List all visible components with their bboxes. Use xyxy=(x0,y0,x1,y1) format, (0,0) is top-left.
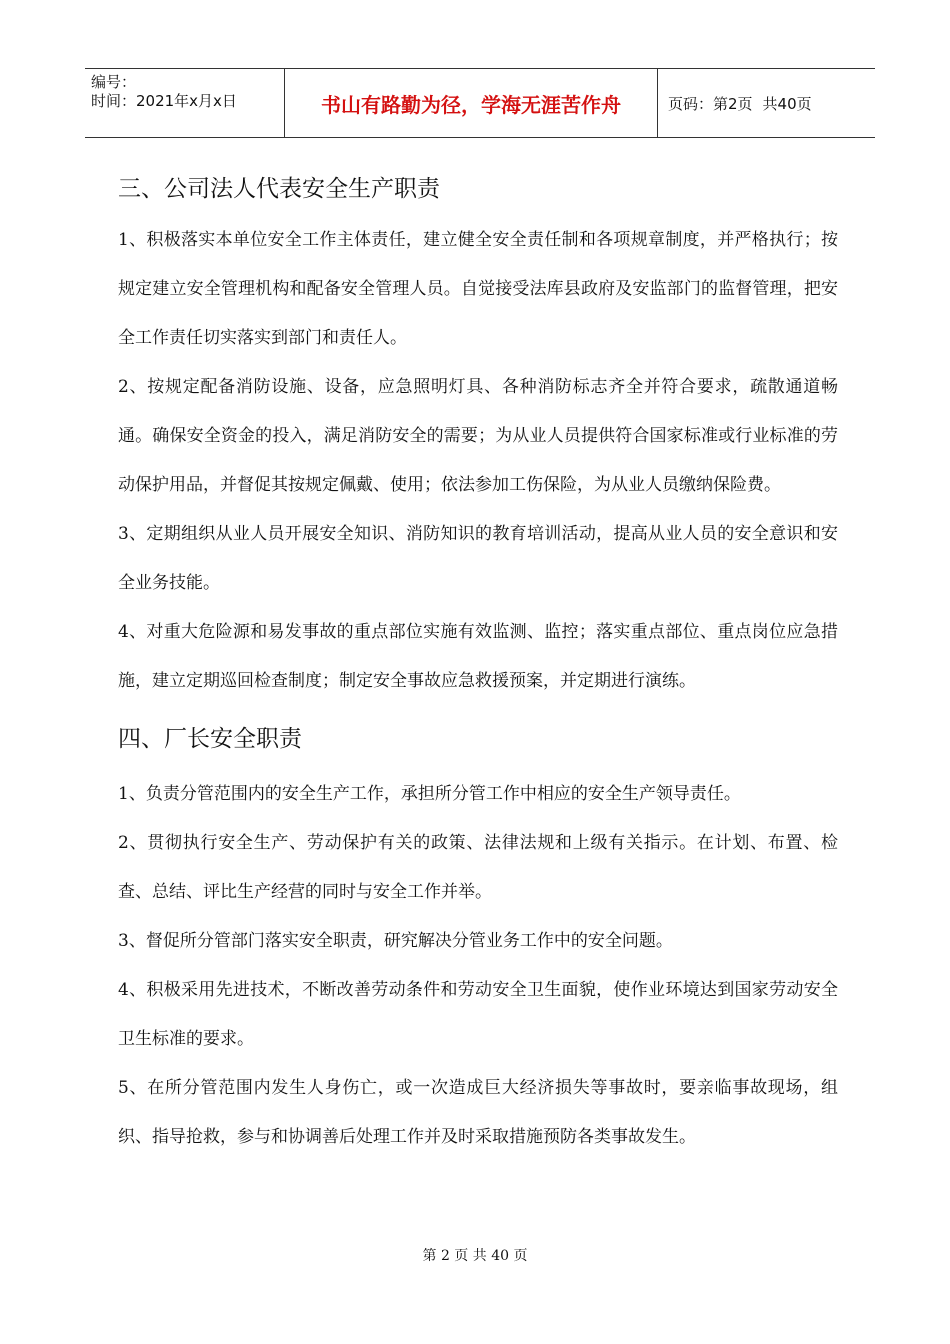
header-total-label: 共40页 xyxy=(762,94,812,113)
header-info-cell xyxy=(85,69,285,137)
paragraph: 1、负责分管范围内的安全生产工作，承担所分管工作中相应的安全生产领导责任。 xyxy=(118,784,741,804)
header-time-label: 时间：2021年x月x日 xyxy=(91,92,237,110)
section-title-3: 三、公司法人代表安全生产职责 xyxy=(118,176,440,202)
paragraph: 2、贯彻执行安全生产、劳动保护有关的政策、法律法规和上级有关指示。在计划、布置、检查、总结、评比生产经营的同时与安全工作并举。 xyxy=(118,833,838,902)
header-slogan: 书山有路勤为径，学海无涯苦作舟 xyxy=(285,69,658,137)
paragraph: 2、按规定配备消防设施、设备，应急照明灯具、各种消防标志齐全并符合要求，疏散通道畅通。确保安全资金的投入，满足消防安全的需要；为从业人员提供符合国家标准或行业标准的劳动保护用品，并督促其按规定佩戴、使用；依法参加工伤保险，为从业人员缴纳保险费。 xyxy=(118,377,838,495)
paragraph: 5、在所分管范围内发生人身伤亡，或一次造成巨大经济损失等事故时，要亲临事故现场，组织、指导抢救，参与和协调善后处理工作并及时采取措施预防各类事故发生。 xyxy=(118,1078,838,1147)
paragraph: 4、积极采用先进技术，不断改善劳动条件和劳动安全卫生面貌，使作业环境达到国家劳动安全卫生标准的要求。 xyxy=(118,980,838,1049)
paragraph: 3、督促所分管部门落实安全职责，研究解决分管业务工作中的安全问题。 xyxy=(118,931,673,951)
section-title-4: 四、厂长安全职责 xyxy=(118,726,302,752)
page-footer: 第 2 页 共 40 页 xyxy=(422,1248,528,1264)
paragraph: 1、积极落实本单位安全工作主体责任，建立健全安全责任制和各项规章制度，并严格执行；按规定建立安全管理机构和配备安全管理人员。自觉接受法库县政府及安监部门的监督管理，把安全工作责任切实落实到部门和责任人。 xyxy=(118,230,838,348)
header-page-cell xyxy=(658,69,875,137)
header-number-label: 编号： xyxy=(91,73,137,91)
paragraph: 3、定期组织从业人员开展安全知识、消防知识的教育培训活动，提高从业人员的安全意识和安全业务技能。 xyxy=(118,524,838,593)
paragraph: 4、对重大危险源和易发事故的重点部位实施有效监测、监控；落实重点部位、重点岗位应急措施，建立定期巡回检查制度；制定安全事故应急救援预案，并定期进行演练。 xyxy=(118,622,838,691)
document-body xyxy=(118,162,838,1162)
page-header xyxy=(85,68,875,138)
header-page-label: 页码：第2页 xyxy=(668,94,753,113)
